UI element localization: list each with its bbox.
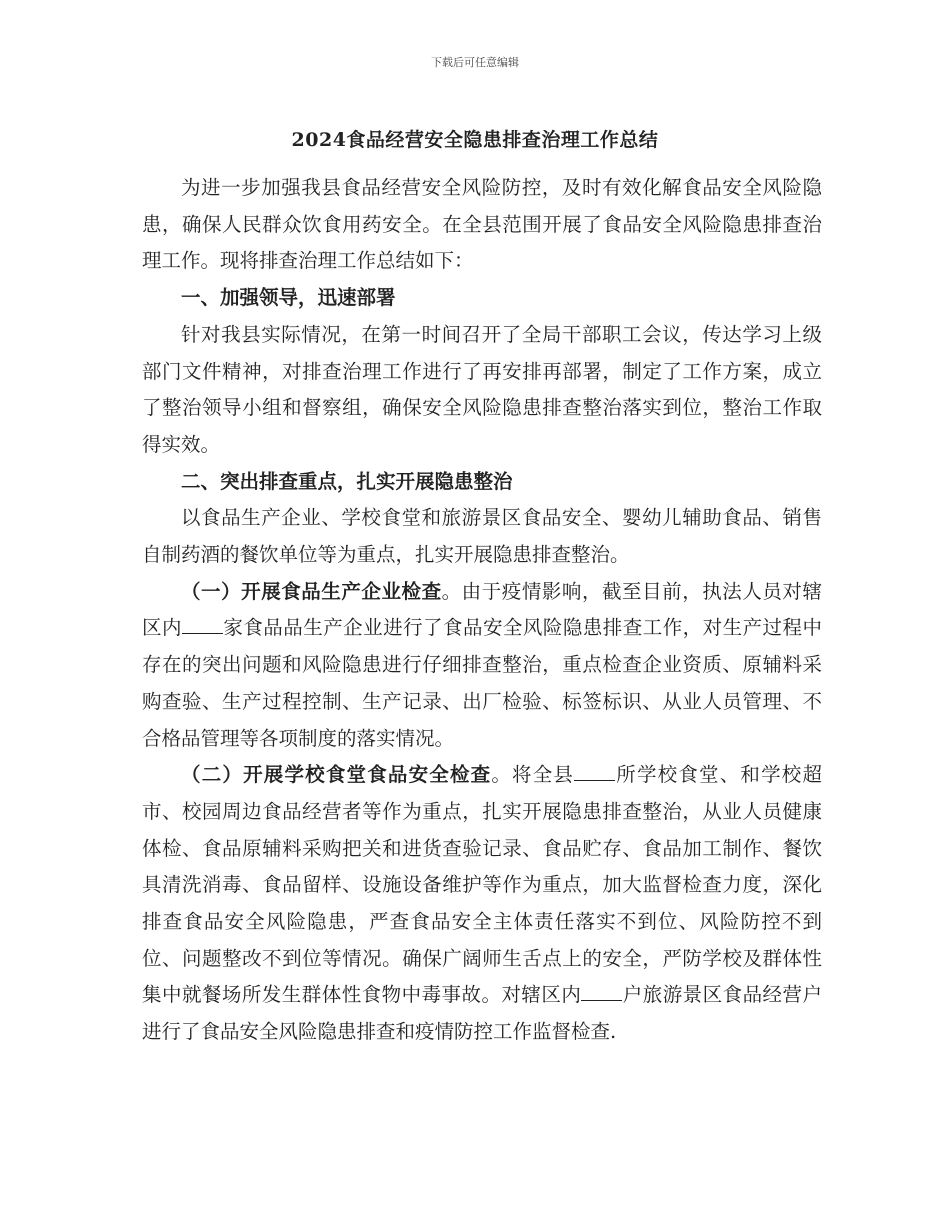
section-2-paragraph: 以食品生产企业、学校食堂和旅游景区食品安全、婴幼儿辅助食品、销售自制药酒的餐饮单位等为重点，扎实开展隐患排查整治。 <box>142 506 822 567</box>
document-body <box>142 170 822 1051</box>
item-1-paragraph <box>142 574 822 758</box>
item-1-text-b: 家食品品生产企业进行了食品安全风险隐患排查工作，对生产过程中存在的突出问题和风险隐患进行仔细排查整治，重点检查企业资质、原辅料采购查验、生产过程控制、生产记录、出厂检验、标签标识、从业人员管理、不合格品管理等各项制度的落实情况。 <box>142 616 822 750</box>
section-2-heading: 二、突出排查重点，扎实开展隐患整治 <box>181 469 513 493</box>
item-2-text-c: 户旅游景区食品经营户进行了食品安全风险隐患排查和疫情防控工作监督检查. <box>142 983 822 1044</box>
item-2-lead: （二）开展学校食堂食品安全检查 <box>181 763 492 787</box>
intro-paragraph: 为进一步加强我县食品经营安全风险防控，及时有效化解食品安全风险隐患，确保人民群众饮食用药安全。在全县范围开展了食品安全风险隐患排查治理工作。现将排查治理工作总结如下： <box>142 176 822 273</box>
section-1-paragraph: 针对我县实际情况，在第一时间召开了全局干部职工会议，传达学习上级部门文件精神，对排查治理工作进行了再安排再部署，制定了工作方案，成立了整治领导小组和督察组，确保安全风险隐患排查整治落实到位，整治工作取得实效。 <box>142 322 822 456</box>
item-2-text-b: 所学校食堂、和学校超市、校园周边食品经营者等作为重点，扎实开展隐患排查整治，从业人员健康体检、食品原辅料采购把关和进货查验记录、食品贮存、食品加工制作、餐饮具清洗消毒、食品留样、设施设备维护等作为重点，加大监督检查力度，深化排查食品安全风险隐患，严查食品安全主体责任落实不到位、风险防控不到位、问题整改不到位等情况。确保广阔师生舌点上的安全，严防学校及群体性集中就餐场所发生群体性食物中毒事故。对辖区内 <box>142 763 822 1007</box>
item-1-text-a: 。由于疫情影响，截至目前，执法人员对辖区内 <box>142 579 822 640</box>
item-2-text-a: 。将全县 <box>491 763 575 787</box>
fill-in-blank <box>581 983 622 1002</box>
section-1-heading: 一、加强领导，迅速部署 <box>181 286 396 310</box>
fill-in-blank <box>182 616 223 635</box>
item-1-lead: （一）开展食品生产企业检查 <box>181 579 442 603</box>
header-note: 下载后可任意编辑 <box>431 56 519 69</box>
item-2-paragraph <box>142 757 822 1051</box>
document-title: 2024食品经营安全隐患排查治理工作总结 <box>291 129 659 151</box>
fill-in-blank <box>574 763 615 782</box>
